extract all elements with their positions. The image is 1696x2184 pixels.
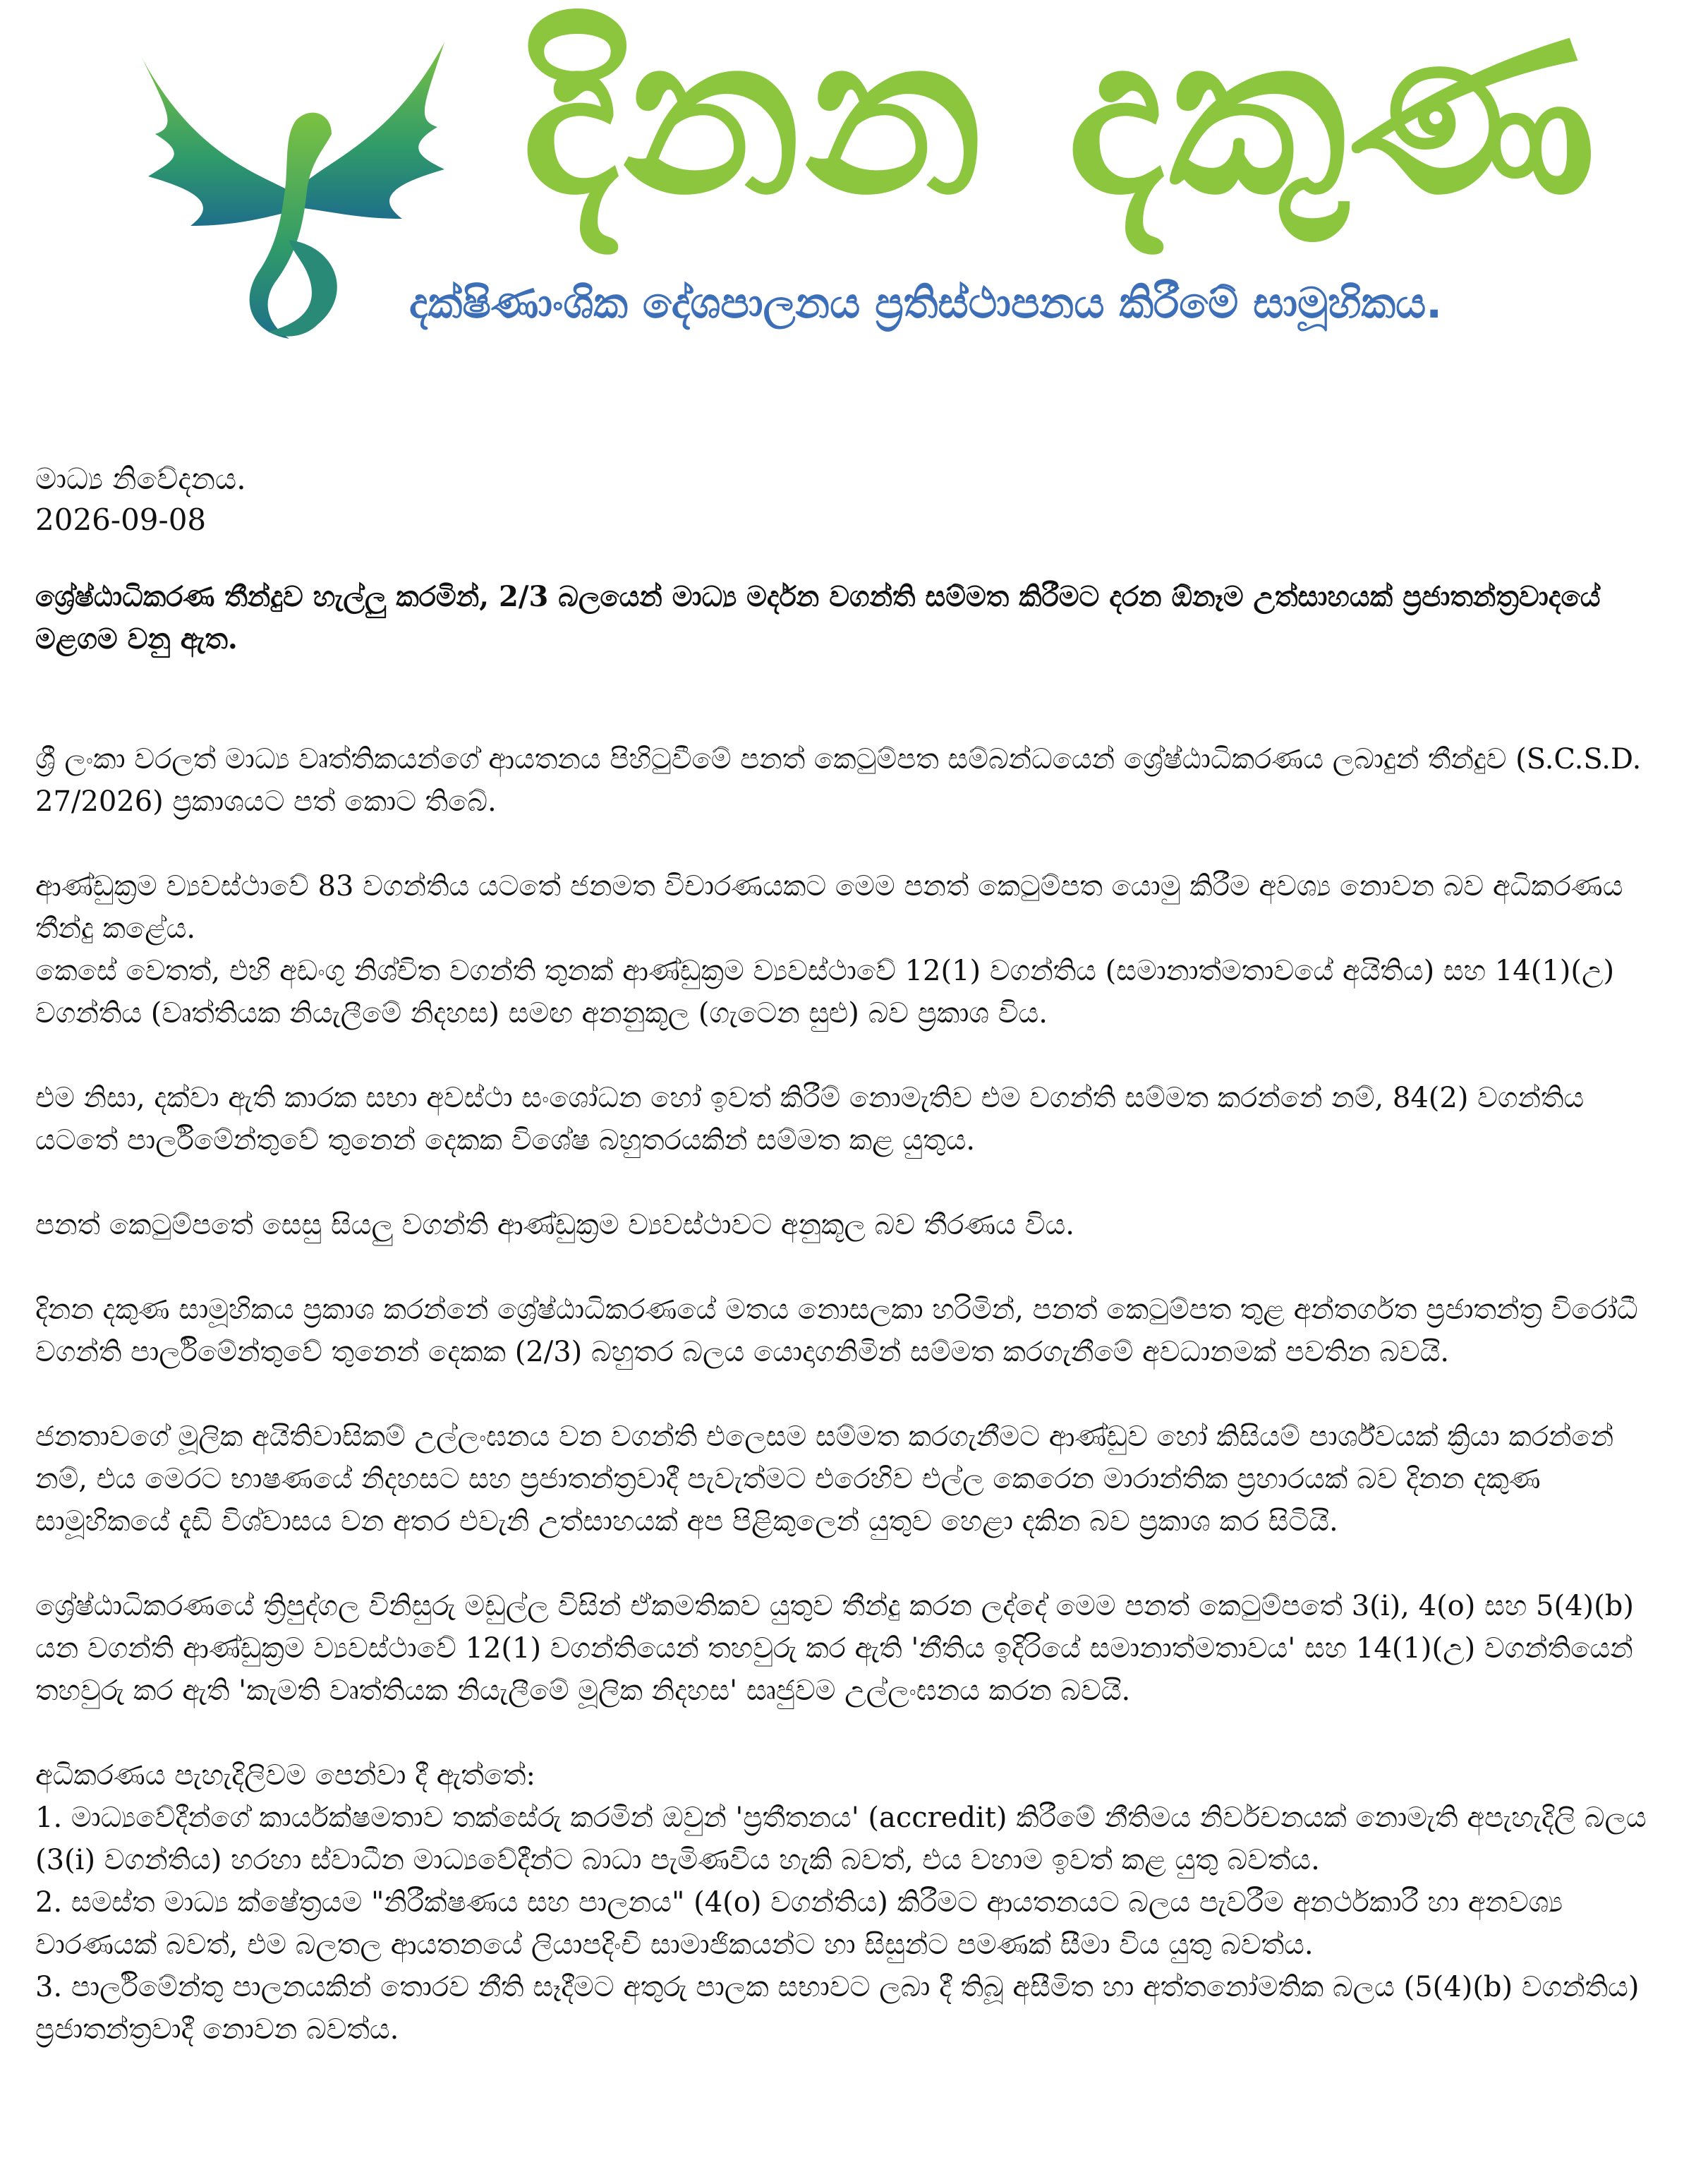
document-date: 2026-09-08: [35, 502, 207, 537]
list-item: 3. පාර්ලිමේන්තු පාලනයකින් තොරව නීති සෑදීමට අතුරු පාලක සභාවට ලබා දී තිබූ අසීමිත හා අත්තනෝමතික බලය (5(4)(b) වගන්තිය) ප්‍රජාතන්ත්‍රවාදී නොවන බවත්ය.: [35, 1971, 1640, 2046]
paragraph-4: පනත් කෙටුම්පතේ සෙසු සියලු වගන්ති ආණ්ඩුක්‍රම ව්‍යවස්ථාවට අනුකූල බව තීරණය විය.: [35, 1209, 1074, 1241]
list-item: 2. සමස්ත මාධ්‍ය ක්ෂේත්‍රයම "නිරීක්ෂණය සහ පාලනය" (4(o) වගන්තිය) කිරීමට ආයතනයට බලය පැවරීම අනර්ථකාරී හා අනවශ්‍ය වාරණයක් බවත්, එම බලතල ආයතනයේ ලියාපදිංචි සාමාජිකයන්ට හා සිසුන්ට පමණක් සීමා විය යුතු බවත්ය.: [35, 1886, 1563, 1961]
paragraph-2: ආණ්ඩුක්‍රම ව්‍යවස්ථාවේ 83 වගන්තිය යටතේ ජනමත විචාරණයකට මෙම පනත් කෙටුම්පත යොමු කිරීම අවශ්‍ය නොවන බව අධිකරණය තීන්දු කළේය. කෙසේ වෙතත්, එහි අඩංගු නිශ්චිත වගන්ති තුනක් ආණ්ඩුක්‍රම ව්‍යවස්ථාවේ 12(1) වගන්තිය (සමානාත්මතාවයේ අයිතිය) සහ 14(1)(උ) වගන්තිය (වෘත්තියක නියැලීමේ නිදහස) සමඟ අනනුකූල (ගැටෙන සුළු) බව ප්‍රකාශ විය.: [35, 870, 1623, 1030]
paragraph-3: එම නිසා, දක්වා ඇති කාරක සභා අවස්ථා සංශෝධන හෝ ඉවත් කිරීම් නොමැතිව එම වගන්ති සම්මත කරන්නේ නම්, 84(2) වගන්තිය යටතේ පාර්ලිමේන්තුවේ තුනෙන් දෙකක විශේෂ බහුතරයකින් සම්මත කළ යුතුය.: [35, 1082, 1585, 1157]
list-item: 1. මාධ්‍යවේදීන්ගේ කාර්යක්ෂමතාව තක්සේරු කරමින් ඔවුන් 'ප්‍රතීතනය' (accredit) කිරීමේ නීතිමය නිර්වචනයක් නොමැති අපැහැදිලි බලය (3(i) වගන්තිය) හරහා ස්වාධීන මාධ්‍යවේදීන්ට බාධා පැමිණවිය හැකි බවත්, එය වහාම ඉවත් කළ යුතු බවත්ය.: [35, 1802, 1647, 1876]
list-intro: අධිකරණය පැහැදිලිවම පෙන්වා දී ඇත්තේ:: [35, 1759, 536, 1792]
paragraph-5: දිනන දකුණ සාමූහිකය ප්‍රකාශ කරන්නේ ශ්‍රේෂ්ඨාධිකරණයේ මතය නොසලකා හරිමින්, පනත් කෙටුම්පත තුළ අන්තර්ගත ප්‍රජාතන්ත්‍ර විරෝධී වගන්ති පාර්ලිමේන්තුවේ තුනෙන් දෙකක (2/3) බහුතර බලය යොදාගනිමින් සම්මත කරගැනීමේ අවධානමක් පවතින බවයි.: [35, 1293, 1638, 1368]
brand-subtitle: දක්ෂිණාංශික දේශපාලනය ප්‍රතිස්ථාපනය කිරීමේ සාමූහිකය.: [409, 279, 1443, 328]
paragraph-1: ශ්‍රී ලංකා වරලත් මාධ්‍ය වෘත්තිකයන්ගේ ආයතනය පිහිටුවීමේ පනත් කෙටුම්පත සම්බන්ධයෙන් ශ්‍රේෂ්ඨාධිකරණය ලබාදුන් තීන්දුව (S.C.S.D. 27/2026) ප්‍රකාශයට පත් කොට තිබේ.: [35, 743, 1642, 818]
paragraph-6: ජනතාවගේ මූලික අයිතිවාසිකම් උල්ලංඝනය වන වගන්ති එලෙසම සම්මත කරගැනීමට ආණ්ඩුව හෝ කිසියම් පාර්ශ්වයක් ක්‍රියා කරන්නේ නම්, එය මෙරට භාෂණයේ නිදහසට සහ ප්‍රජාතන්ත්‍රවාදී පැවැත්මට එරෙහිව එල්ල කෙරෙන මාරාන්තික ප්‍රහාරයක් බව දිනන දකුණ සාමූහිකයේ දැඩි විශ්වාසය වන අතර එවැනි උත්සාහයක් අප පිළිකුලෙන් යුතුව හෙළා දකින බව ප්‍රකාශ කර සිටියි.: [35, 1420, 1614, 1538]
press-release-body: [35, 459, 1658, 2051]
letterhead: [127, 0, 1601, 353]
paragraph-7: ශ්‍රේෂ්ඨාධිකරණයේ ත්‍රිපුද්ගල විනිසුරු මඩුල්ල විසින් ඒකමතිකව යුතුව තීන්දු කරන ලද්දේ මෙම පනත් කෙටුම්පතේ 3(i), 4(o) සහ 5(4)(b) යන වගන්ති ආණ්ඩුක්‍රම ව්‍යවස්ථාවේ 12(1) වගන්තියෙන් තහවුරු කර ඇති 'නීතිය ඉදිරියේ සමානාත්මතාවය' සහ 14(1)(උ) වගන්තියෙන් තහවුරු කර ඇති 'කැමති වෘත්තියක නියැලීමේ මූලික නිදහස' සෘජුවම උල්ලංඝනය කරන බවයි.: [35, 1590, 1634, 1707]
headline: ශ්‍රේෂ්ඨාධිකරණ තීන්දුව හැල්ලු කරමින්, 2/3 බලයෙන් මාධ්‍ය මර්දන වගන්ති සම්මත කිරීමට දරන ඕනෑම උත්සාහයක් ප්‍රජාතන්ත්‍රවාදයේ මළගම වනු ඇත.: [35, 580, 1601, 656]
document-kind: මාධ්‍ය නිවේදනය.: [35, 461, 246, 496]
brand-title: දිනන දකුණ: [522, 0, 1601, 243]
